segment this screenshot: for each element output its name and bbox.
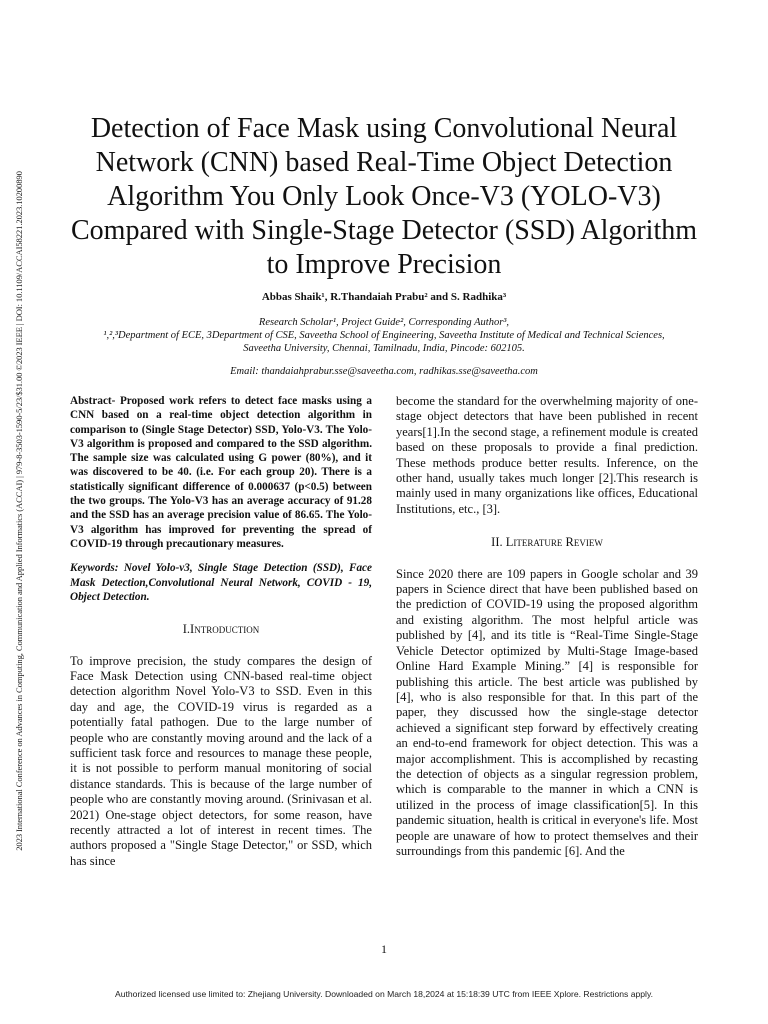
page-number: 1 [381,942,387,956]
right-column [396,394,698,859]
doi-side-strip [11,116,27,906]
abstract: Abstract- Proposed work refers to detect face masks using a CNN based on a real-time object detection algorithm in comparison to (Single Stage Detector) SSD, Yolo-V3. The Yolo-V3 algorithm is proposed and compared to the SSD algorithm. The sample size was calculated using G power (80%), and it was discovered to be 40. (i.e. For each group 20). There is a statistically significant difference of 0.000637 (p<0.5) between the two groups. The Yolo-V3 has an average accuracy of 91.28 and the SSD has an average precision value of 86.65. The Yolo-V3 algorithm has improved for preventing the spread of COVID-19 through precautionary measures. [70,395,372,550]
left-column [70,394,372,869]
license-footer: Authorized licensed use limited to: Zhejiang University. Downloaded on March 18,2024 at 15:18:39 UTC from IEEE Xplore. Restrictions apply. [114,989,653,999]
section-heading-literature-review: II. Literature Review [491,535,603,550]
affiliation-roles: Research Scholar¹, Project Guide², Corresponding Author³, [258,317,510,328]
section-heading-introduction: I.Introduction [182,622,260,637]
author-email: Email: thandaiahprabur.sse@saveetha.com, radhikas.sse@saveetha.com [230,366,538,377]
continuation-text: become the standard for the overwhelming majority of one-stage object detectors that have been published in recent years[1].In the second stage, a refinement module is created based on these proposals to provide a final prediction. These methods produce better results. Inference, on the other hand, usually takes much longer [2].This research is mainly used in many organizations like offices, Educational Institutions, etc., [3]. [396,394,698,516]
paper-title: Detection of Face Mask using Convolutional Neural Network (CNN) based Real-Time Object Detection Algorithm You Only Look Once-V3 (YOLO-V3) Compared with Single-Stage Detector (SSD) Algorithm to Improve Precision [70,113,698,280]
author-list: Abbas Shaik¹, R.Thandaiah Prabu² and S. Radhika³ [261,291,507,303]
literature-review-text: Since 2020 there are 109 papers in Google scholar and 39 papers in Science direct that have been published based on the prediction of COVID-19 using the proposed algorithm and existing algorithm. The most helpful article was published by [4], and its title is “Real-Time Single-Stage Vehicle Detector optimized by Multi-Stage Image-based Online Hard Example Mining.” [4] is responsible for publishing this article. The best article was published by [4], who is also responsible for that. In this part of the paper, they discussed how the single-stage detector achieved a significant step forward by effectively creating an end-to-end framework for object detection. This was a major accomplishment. This is accomplished by recasting the detection of objects as a singular regression problem, which is comparable to the manner in which a CNN is utilized in the process of image classification[5]. In this pandemic situation, health is critical in everyone's life. Most people are unaware of how to protect themselves and their surroundings from this pandemic [6]. And the [396,566,698,858]
affiliation-departments: ¹,²,³Department of ECE, 3Department of CSE, Saveetha School of Engineering, Saveetha Institute of Medical and Technical Sciences, [103,330,665,341]
affiliation-address: Saveetha University, Chennai, Tamilnadu, India, Pincode: 602105. [243,343,525,354]
affiliation [70,316,698,355]
keywords: Keywords: Novel Yolo-v3, Single Stage Detection (SSD), Face Mask Detection,Convolutional Neural Network, COVID - 19, Object Detection. [70,562,372,603]
doi-side-text: 2023 International Conference on Advances in Computing, Communication and Applied Informatics (ACCAI) | 979-8-3503-1590-5/23/$31.00 ©2023 IEEE | DOI: 10.1109/ACCAI58221.2023.10200890 [14,171,25,851]
introduction-text: To improve precision, the study compares the design of Face Mask Detection using CNN-based real-time object detection algorithm Novel Yolo-V3 to SSD. Even in this day and age, the COVID-19 virus is regarded as a potentially fatal pathogen. Due to the large number of people who are constantly moving around and the lack of a sufficient task force and resources to manage these people, it is not possible to perform manual monitoring of social distance standards. This is because of the large number of people who are constantly moving around. (Srinivasan et al. 2021) One-stage object detectors, for some reason, have recently attracted a lot of interest in recent times. The authors proposed a "Single Stage Detector," or SSD, which has since [70,653,372,868]
